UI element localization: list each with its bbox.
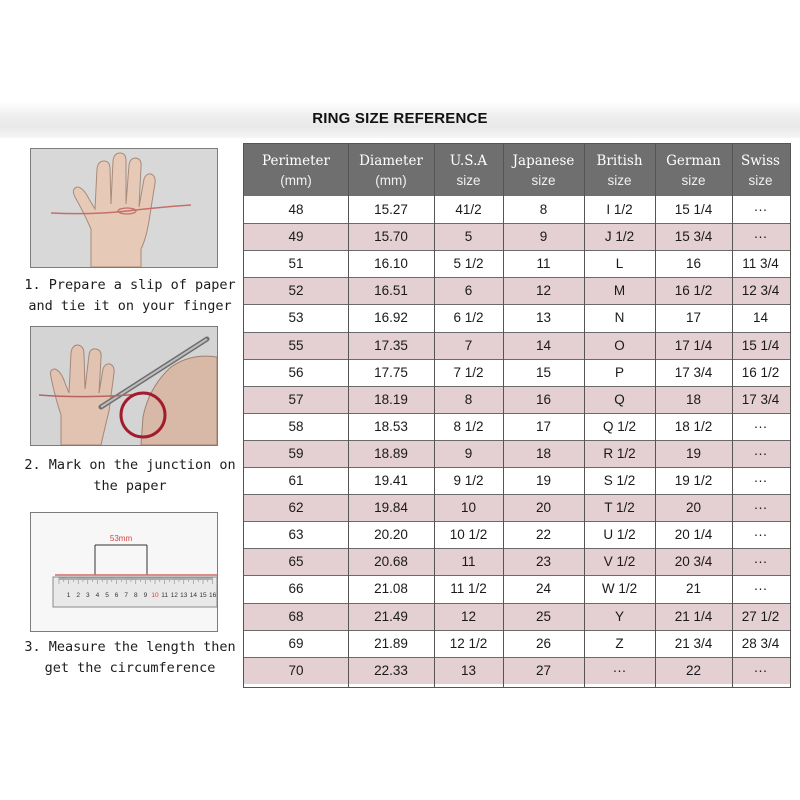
table-cell: L — [615, 256, 624, 272]
row-divider — [244, 332, 790, 333]
pen-marking-icon — [31, 327, 217, 445]
row-divider — [244, 630, 790, 631]
table-cell: 16 1/2 — [741, 364, 780, 380]
table-cell: 15 — [535, 364, 552, 380]
column-header — [503, 144, 584, 196]
row-divider — [244, 467, 790, 468]
table-cell: 56 — [288, 364, 304, 380]
table-cell: 59 — [288, 445, 304, 461]
table-cell: 11 — [536, 256, 551, 272]
ruler-number: 5 — [105, 592, 109, 599]
table-cell: 19.41 — [374, 473, 408, 488]
table-cell: 57 — [288, 391, 304, 407]
table-cell: Q 1/2 — [602, 418, 637, 434]
table-cell: 17 3/4 — [741, 391, 780, 407]
step-1-text — [14, 275, 246, 317]
table-cell: 21.49 — [374, 608, 408, 624]
column-header — [732, 144, 789, 196]
table-cell: 8 1/2 — [453, 418, 484, 434]
hand-paper-illustration — [30, 148, 218, 268]
column-header-unit: (mm) — [375, 173, 407, 188]
table-cell: 11 — [461, 554, 476, 570]
table-cell: 5 — [464, 229, 473, 245]
table-cell: 19 1/2 — [674, 473, 713, 488]
column-header-title: British — [596, 153, 643, 169]
column-divider — [655, 144, 656, 687]
hand-icon — [31, 149, 217, 267]
column-header — [244, 144, 348, 196]
row-divider — [244, 521, 790, 522]
table-cell: 65 — [288, 554, 304, 570]
table-cell: 8 — [464, 391, 473, 407]
ruler-number: 11 — [161, 592, 168, 599]
table-cell: 20.68 — [374, 554, 408, 570]
step-2-text — [14, 455, 246, 497]
table-cell: 16 — [535, 391, 552, 407]
ruler-number: 14 — [189, 592, 198, 599]
table-cell: 7 — [464, 337, 473, 353]
ruler-number: 16 — [208, 592, 217, 599]
table-cell: 48 — [288, 202, 304, 217]
table-cell: 20 1/4 — [674, 527, 713, 543]
column-divider — [584, 144, 585, 687]
table-cell: 51 — [288, 256, 304, 272]
table-cell: ··· — [753, 229, 768, 245]
column-header-unit: size — [748, 173, 773, 188]
row-divider — [244, 250, 790, 251]
table-cell: 70 — [288, 662, 304, 678]
column-header-title: German — [666, 153, 721, 169]
table-cell: 18.89 — [374, 445, 408, 461]
table-cell: U 1/2 — [603, 527, 636, 543]
row-divider — [244, 277, 790, 278]
column-header-unit: size — [456, 173, 481, 188]
instructions-panel — [14, 140, 236, 688]
table-cell: 6 1/2 — [453, 310, 484, 326]
table-cell: 19 — [535, 473, 552, 488]
table-cell: 9 1/2 — [453, 473, 484, 488]
table-cell: 16 1/2 — [674, 283, 713, 299]
table-cell: 28 3/4 — [741, 635, 780, 651]
table-cell: ··· — [612, 662, 627, 678]
column-header-title: U.S.A — [449, 153, 488, 169]
table-cell: V 1/2 — [603, 554, 636, 570]
table-cell: 68 — [288, 608, 304, 624]
table-cell: 52 — [288, 283, 304, 299]
table-cell: 14 — [535, 337, 552, 353]
column-header-title: Swiss — [741, 153, 780, 169]
table-cell: 62 — [288, 500, 304, 516]
ruler-number: 3 — [85, 592, 90, 599]
table-cell: 12 — [460, 608, 477, 624]
table-cell: 20 3/4 — [674, 554, 713, 570]
table-cell: 55 — [288, 337, 304, 353]
step-1-line-2: and tie it on your finger — [28, 298, 232, 314]
step-3-text — [14, 637, 246, 679]
table-cell: 17 — [685, 310, 702, 326]
table-cell: 66 — [288, 581, 304, 597]
table-cell: 21 1/4 — [674, 608, 713, 624]
row-divider — [244, 548, 790, 549]
ruler-number: 4 — [95, 592, 100, 599]
table-cell: 19 — [685, 445, 702, 461]
ruler-illustration — [30, 512, 218, 632]
table-cell: 16 — [685, 256, 702, 272]
table-cell: 10 — [460, 500, 477, 516]
table-cell: J 1/2 — [604, 229, 635, 245]
table-cell: Y — [614, 608, 624, 624]
row-divider — [244, 304, 790, 305]
table-cell: O — [614, 337, 625, 353]
table-cell: 6 — [464, 283, 473, 299]
row-divider — [244, 657, 790, 658]
table-cell: 17 3/4 — [674, 364, 713, 380]
column-header-unit: (mm) — [280, 173, 312, 188]
table-cell: T 1/2 — [604, 500, 635, 516]
table-cell: 53 — [288, 310, 304, 326]
table-cell: 15 3/4 — [674, 229, 713, 245]
table-cell: Z — [615, 635, 624, 651]
table-cell: 7 1/2 — [453, 364, 484, 380]
column-header-title: Japanese — [512, 153, 575, 169]
table-cell: 18 1/2 — [674, 418, 713, 434]
column-divider — [434, 144, 435, 687]
table-cell: 20 — [685, 500, 702, 516]
column-header-title: Perimeter — [262, 153, 330, 169]
table-cell: 11 1/2 — [450, 581, 487, 597]
table-cell: M — [613, 283, 626, 299]
table-cell: 41/2 — [455, 202, 482, 217]
table-cell: 10 1/2 — [449, 527, 488, 543]
table-cell: 12 1/2 — [449, 635, 488, 651]
row-divider — [244, 386, 790, 387]
table-cell: W 1/2 — [601, 581, 638, 597]
table-cell: 12 3/4 — [741, 283, 780, 299]
table-cell: 49 — [288, 229, 304, 245]
table-cell: 16.51 — [374, 283, 408, 299]
table-cell: 17.75 — [374, 364, 408, 380]
ruler-icon — [31, 513, 217, 631]
table-cell: 22 — [685, 662, 702, 678]
table-cell: ··· — [753, 445, 768, 461]
table-cell: 69 — [288, 635, 304, 651]
row-divider — [244, 413, 790, 414]
ring-size-table — [243, 143, 791, 688]
table-cell: 18.53 — [374, 418, 408, 434]
table-cell: S 1/2 — [603, 473, 636, 488]
table-cell: 18.19 — [374, 391, 408, 407]
table-cell: 17.35 — [374, 337, 408, 353]
table-cell: 14 — [752, 310, 769, 326]
table-cell: ··· — [753, 554, 768, 570]
table-cell: ··· — [753, 473, 768, 488]
table-cell: 27 — [535, 662, 552, 678]
column-header-unit: size — [531, 173, 556, 188]
column-divider — [503, 144, 504, 687]
table-cell: 22 — [535, 527, 552, 543]
row-divider — [244, 494, 790, 495]
table-cell: 15.27 — [374, 202, 408, 217]
table-cell: 27 1/2 — [741, 608, 780, 624]
table-cell: 11 3/4 — [742, 256, 779, 272]
ruler-number: 6 — [114, 592, 119, 599]
table-cell: 18 — [685, 391, 702, 407]
column-header — [348, 144, 434, 196]
column-header — [584, 144, 655, 196]
table-cell: 21.08 — [374, 581, 408, 597]
table-cell: ··· — [753, 418, 768, 434]
ruler-number: 7 — [124, 592, 129, 599]
row-divider — [244, 603, 790, 604]
table-cell: 19.84 — [374, 500, 408, 516]
column-header — [655, 144, 732, 196]
table-cell: ··· — [753, 662, 768, 678]
ruler-number: 9 — [143, 592, 148, 599]
ruler-number: 2 — [76, 592, 81, 599]
table-cell: Q — [614, 391, 625, 407]
table-cell: ··· — [753, 527, 768, 543]
table-cell: 17 1/4 — [674, 337, 713, 353]
table-cell: I 1/2 — [606, 202, 633, 217]
ruler-number: 12 — [170, 592, 178, 599]
table-cell: 12 — [535, 283, 552, 299]
table-cell: 24 — [535, 581, 552, 597]
table-cell: 22.33 — [374, 662, 408, 678]
table-cell: 23 — [535, 554, 552, 570]
row-divider — [244, 359, 790, 360]
table-cell: 15.70 — [374, 229, 408, 245]
table-cell: 9 — [464, 445, 473, 461]
table-cell: 61 — [288, 473, 304, 488]
table-cell: 20 — [535, 500, 552, 516]
step-2-line-2: the paper — [93, 478, 167, 494]
table-cell: 9 — [539, 229, 548, 245]
column-header-title: Diameter — [359, 153, 423, 169]
table-cell: ··· — [753, 202, 768, 217]
table-cell: 5 1/2 — [453, 256, 484, 272]
table-cell: 16.92 — [374, 310, 408, 326]
table-cell: 21 3/4 — [674, 635, 713, 651]
table-cell: ··· — [753, 581, 768, 597]
table-cell: 15 1/4 — [674, 202, 713, 217]
column-header-unit: size — [681, 173, 706, 188]
table-cell: 26 — [535, 635, 552, 651]
ruler-number: 8 — [133, 592, 138, 599]
table-cell: R 1/2 — [603, 445, 636, 461]
table-cell: 13 — [460, 662, 477, 678]
column-header-unit: size — [607, 173, 632, 188]
table-cell: 20.20 — [374, 527, 408, 543]
table-cell: 21 — [685, 581, 702, 597]
table-cell: 13 — [535, 310, 552, 326]
ruler-number: 10 — [151, 592, 159, 599]
step-2-line-1: 2. Mark on the junction on — [24, 457, 236, 473]
table-cell: P — [614, 364, 624, 380]
table-cell: N — [614, 310, 625, 326]
column-divider — [732, 144, 733, 687]
table-cell: 16.10 — [374, 256, 408, 272]
step-1-line-1: 1. Prepare a slip of paper — [24, 277, 236, 293]
step-3-line-2: get the circumference — [44, 660, 216, 676]
table-cell: 18 — [535, 445, 552, 461]
ruler-number: 13 — [180, 592, 188, 599]
row-divider — [244, 575, 790, 576]
page-title: RING SIZE REFERENCE — [312, 110, 488, 127]
mark-paper-illustration — [30, 326, 218, 446]
table-cell: ··· — [753, 500, 768, 516]
table-cell: 58 — [288, 418, 304, 434]
row-divider — [244, 440, 790, 441]
ruler-number: 1 — [66, 592, 71, 599]
table-cell: 63 — [288, 527, 304, 543]
table-cell: 8 — [539, 202, 548, 217]
table-cell: 15 1/4 — [741, 337, 780, 353]
step-3-line-1: 3. Measure the length then — [24, 639, 236, 655]
table-cell: 17 — [535, 418, 552, 434]
ruler-number: 15 — [199, 592, 207, 599]
column-divider — [348, 144, 349, 687]
table-cell: 25 — [535, 608, 552, 624]
table-cell: 21.89 — [374, 635, 408, 651]
row-divider — [244, 223, 790, 224]
ruler-measure-label: 53mm — [109, 534, 133, 543]
column-header — [434, 144, 503, 196]
